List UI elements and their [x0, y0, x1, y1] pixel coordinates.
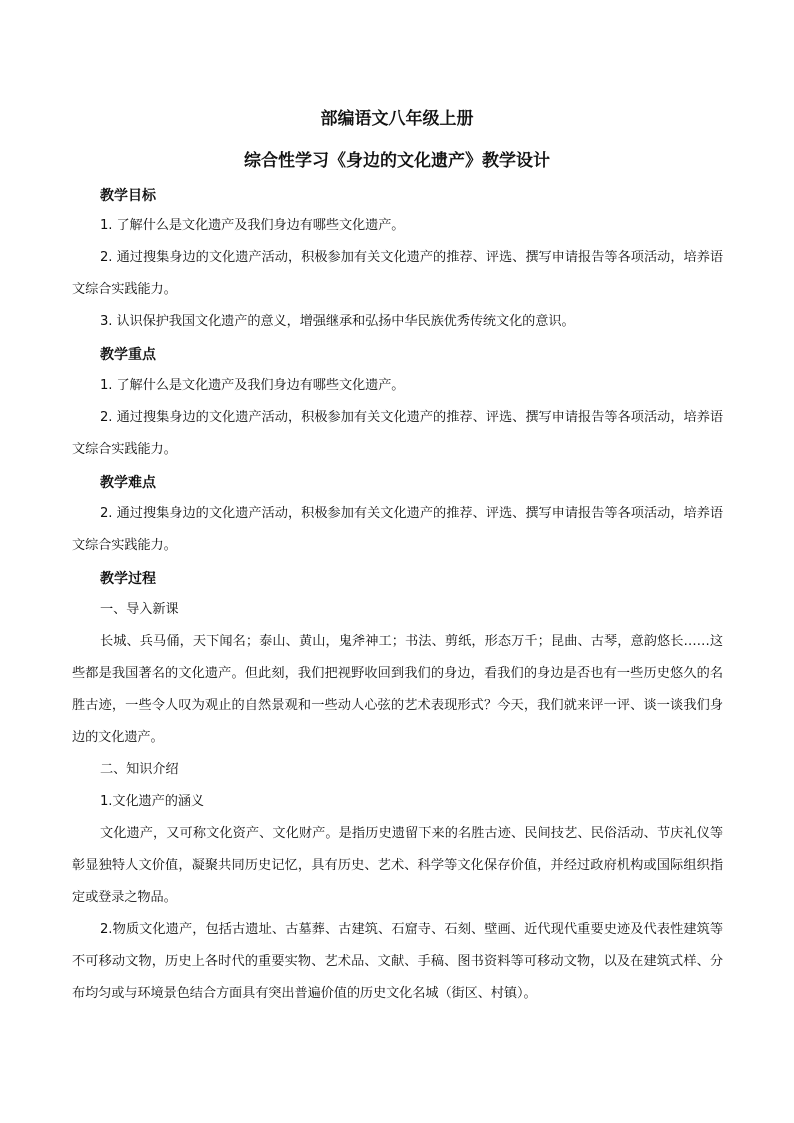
objective-item-3: 3. 认识保护我国文化遗产的意义，增强继承和弘扬中华民族优秀传统文化的意识。 — [100, 314, 575, 329]
document-subtitle: 综合性学习《身边的文化遗产》教学设计 — [244, 151, 550, 171]
subsection-meaning-title: 1.文化遗产的涵义 — [100, 794, 204, 809]
document-title: 部编语文八年级上册 — [320, 109, 474, 129]
section-knowledge-title: 二、知识介绍 — [100, 762, 179, 777]
difficulty-item-1: 2. 通过搜集身边的文化遗产活动，积极参加有关文化遗产的推荐、评选、撰写申请报告等各项活动，培养语文综合实践能力。 — [72, 506, 723, 553]
process-heading: 教学过程 — [100, 571, 156, 587]
key-point-item-2: 2. 通过搜集身边的文化遗产活动，积极参加有关文化遗产的推荐、评选、撰写申请报告等各项活动，培养语文综合实践能力。 — [72, 410, 723, 457]
key-points-heading: 教学重点 — [100, 347, 156, 363]
objective-item-1: 1. 了解什么是文化遗产及我们身边有哪些文化遗产。 — [100, 218, 405, 233]
subsection-meaning-text: 文化遗产，又可称文化资产、文化财产。是指历史遗留下来的名胜古迹、民间技艺、民俗活动、节庆礼仪等彰显独特人文价值，凝聚共同历史记忆，具有历史、艺术、科学等文化保存价值，并经过政府机构或国际组织指定或登录之物品。 — [72, 826, 723, 905]
key-point-item-1: 1. 了解什么是文化遗产及我们身边有哪些文化遗产。 — [100, 378, 405, 393]
section-intro-title: 一、导入新课 — [100, 602, 179, 617]
subsection-material-text: 2.物质文化遗产，包括古遗址、古墓葬、古建筑、石窟寺、石刻、壁画、近代现代重要史迹及代表性建筑等不可移动文物，历史上各时代的重要实物、艺术品、文献、手稿、图书资料等可移动文物，以及在建筑式样、分布均匀或与环境景色结合方面具有突出普遍价值的历史文化名城（街区、村镇）。 — [72, 922, 723, 1001]
objective-item-2: 2. 通过搜集身边的文化遗产活动，积极参加有关文化遗产的推荐、评选、撰写申请报告等各项活动，培养语文综合实践能力。 — [72, 250, 723, 297]
section-intro-text: 长城、兵马俑，天下闻名；泰山、黄山，鬼斧神工；书法、剪纸，形态万千；昆曲、古琴，意韵悠长……这些都是我国著名的文化遗产。但此刻，我们把视野收回到我们的身边，看我们的身边是否也有一些历史悠久的名胜古迹，一些令人叹为观止的自然景观和一些动人心弦的艺术表现形式？今天，我们就来评一评、谈一谈我们身边的文化遗产。 — [72, 634, 723, 745]
objectives-heading: 教学目标 — [100, 188, 156, 204]
difficulties-heading: 教学难点 — [100, 475, 156, 491]
